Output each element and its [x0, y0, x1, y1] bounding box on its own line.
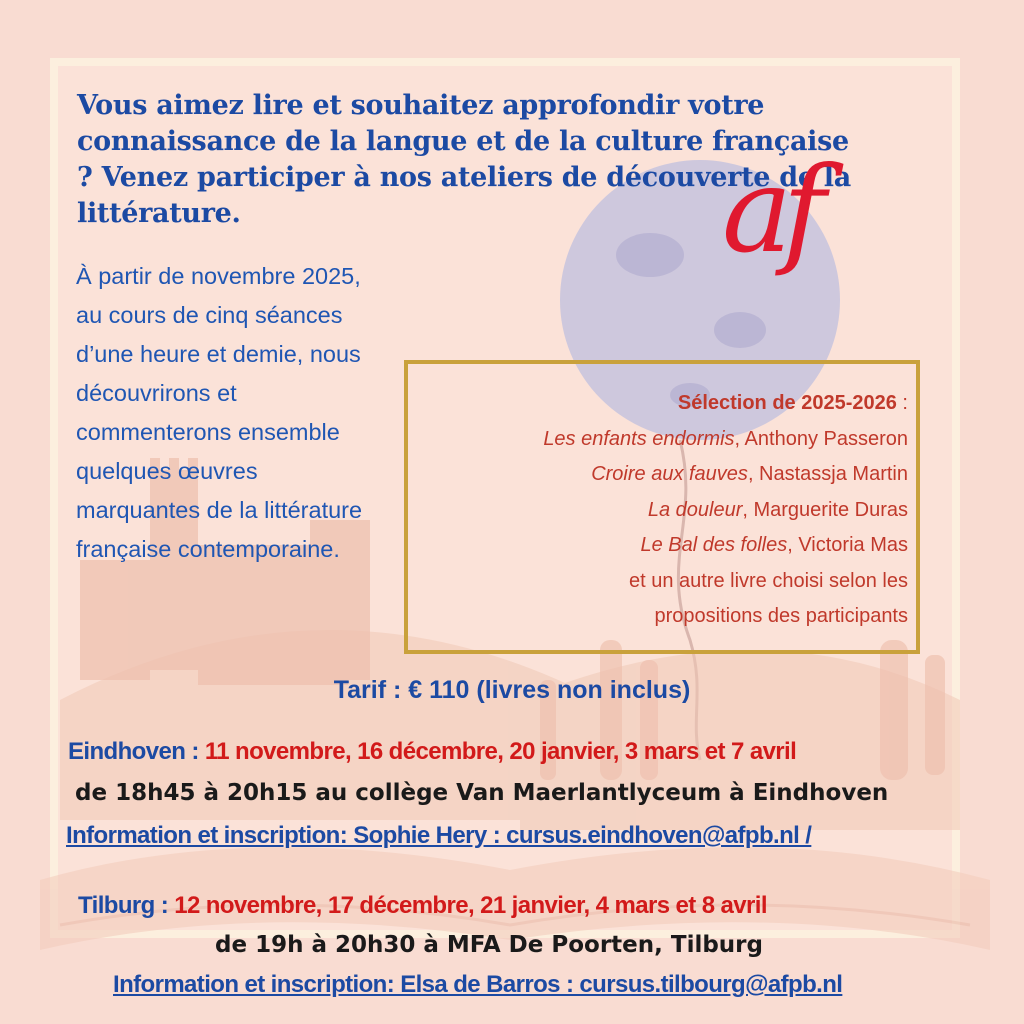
book-title: La douleur [647, 498, 743, 521]
selection-heading [408, 386, 908, 422]
eindhoven-venue: de 18h45 à 20h15 au collège Van Maerlantlyceum à Eindhoven [75, 780, 889, 806]
selection-title: Sélection de 2025-2026 [677, 392, 897, 414]
book-title: Les enfants endormis [543, 427, 735, 450]
tilburg-schedule [78, 892, 767, 920]
tilburg-venue: de 19h à 20h30 à MFA De Poorten, Tilburg [215, 932, 763, 958]
book-selection-box [404, 360, 920, 654]
selection-colon: : [896, 392, 908, 414]
city-label: Eindhoven : [68, 738, 205, 765]
city-label: Tilburg : [78, 892, 175, 919]
book-author: , Victoria Mas [787, 534, 908, 556]
session-dates: 12 novembre, 17 décembre, 21 janvier, 4 mars et 8 avril [174, 892, 767, 919]
price-line: Tarif : € 110 (livres non inclus) [333, 676, 691, 704]
book-item [408, 457, 908, 493]
alliance-francaise-logo: af [722, 141, 817, 279]
book-title: Croire aux fauves [591, 463, 748, 485]
book-item [408, 493, 908, 529]
page-heading: Vous aimez lire et souhaitez approfondir votre connaissance de la langue et de la culture française ? Venez participer à nos ateliers de découverte de la littérature. [77, 90, 851, 229]
book-item [408, 528, 908, 564]
book-author: , Nastassja Martin [747, 463, 908, 485]
book-author: , Anthony Passeron [734, 427, 908, 450]
eindhoven-info-link[interactable]: Information et inscription: Sophie Hery : cursus.eindhoven@afpb.nl / [66, 822, 812, 849]
session-dates: 11 novembre, 16 décembre, 20 janvier, 3 mars et 7 avril [204, 738, 797, 765]
book-title: Le Bal des folles [640, 534, 788, 556]
intro-paragraph: À partir de novembre 2025, au cours de cinq séances d’une heure et demie, nous découvrirons et commenterons ensemble quelques œuvres marquantes de la littérature française contemporaine. [76, 263, 363, 562]
eindhoven-schedule [68, 738, 796, 766]
book-author: , Marguerite Duras [742, 498, 908, 521]
book-item [408, 422, 908, 458]
selection-note: et un autre livre choisi selon les [628, 569, 908, 592]
selection-note: propositions des participants [654, 605, 908, 627]
tilburg-info-link[interactable]: Information et inscription: Elsa de Barros : cursus.tilbourg@afpb.nl [113, 971, 843, 998]
